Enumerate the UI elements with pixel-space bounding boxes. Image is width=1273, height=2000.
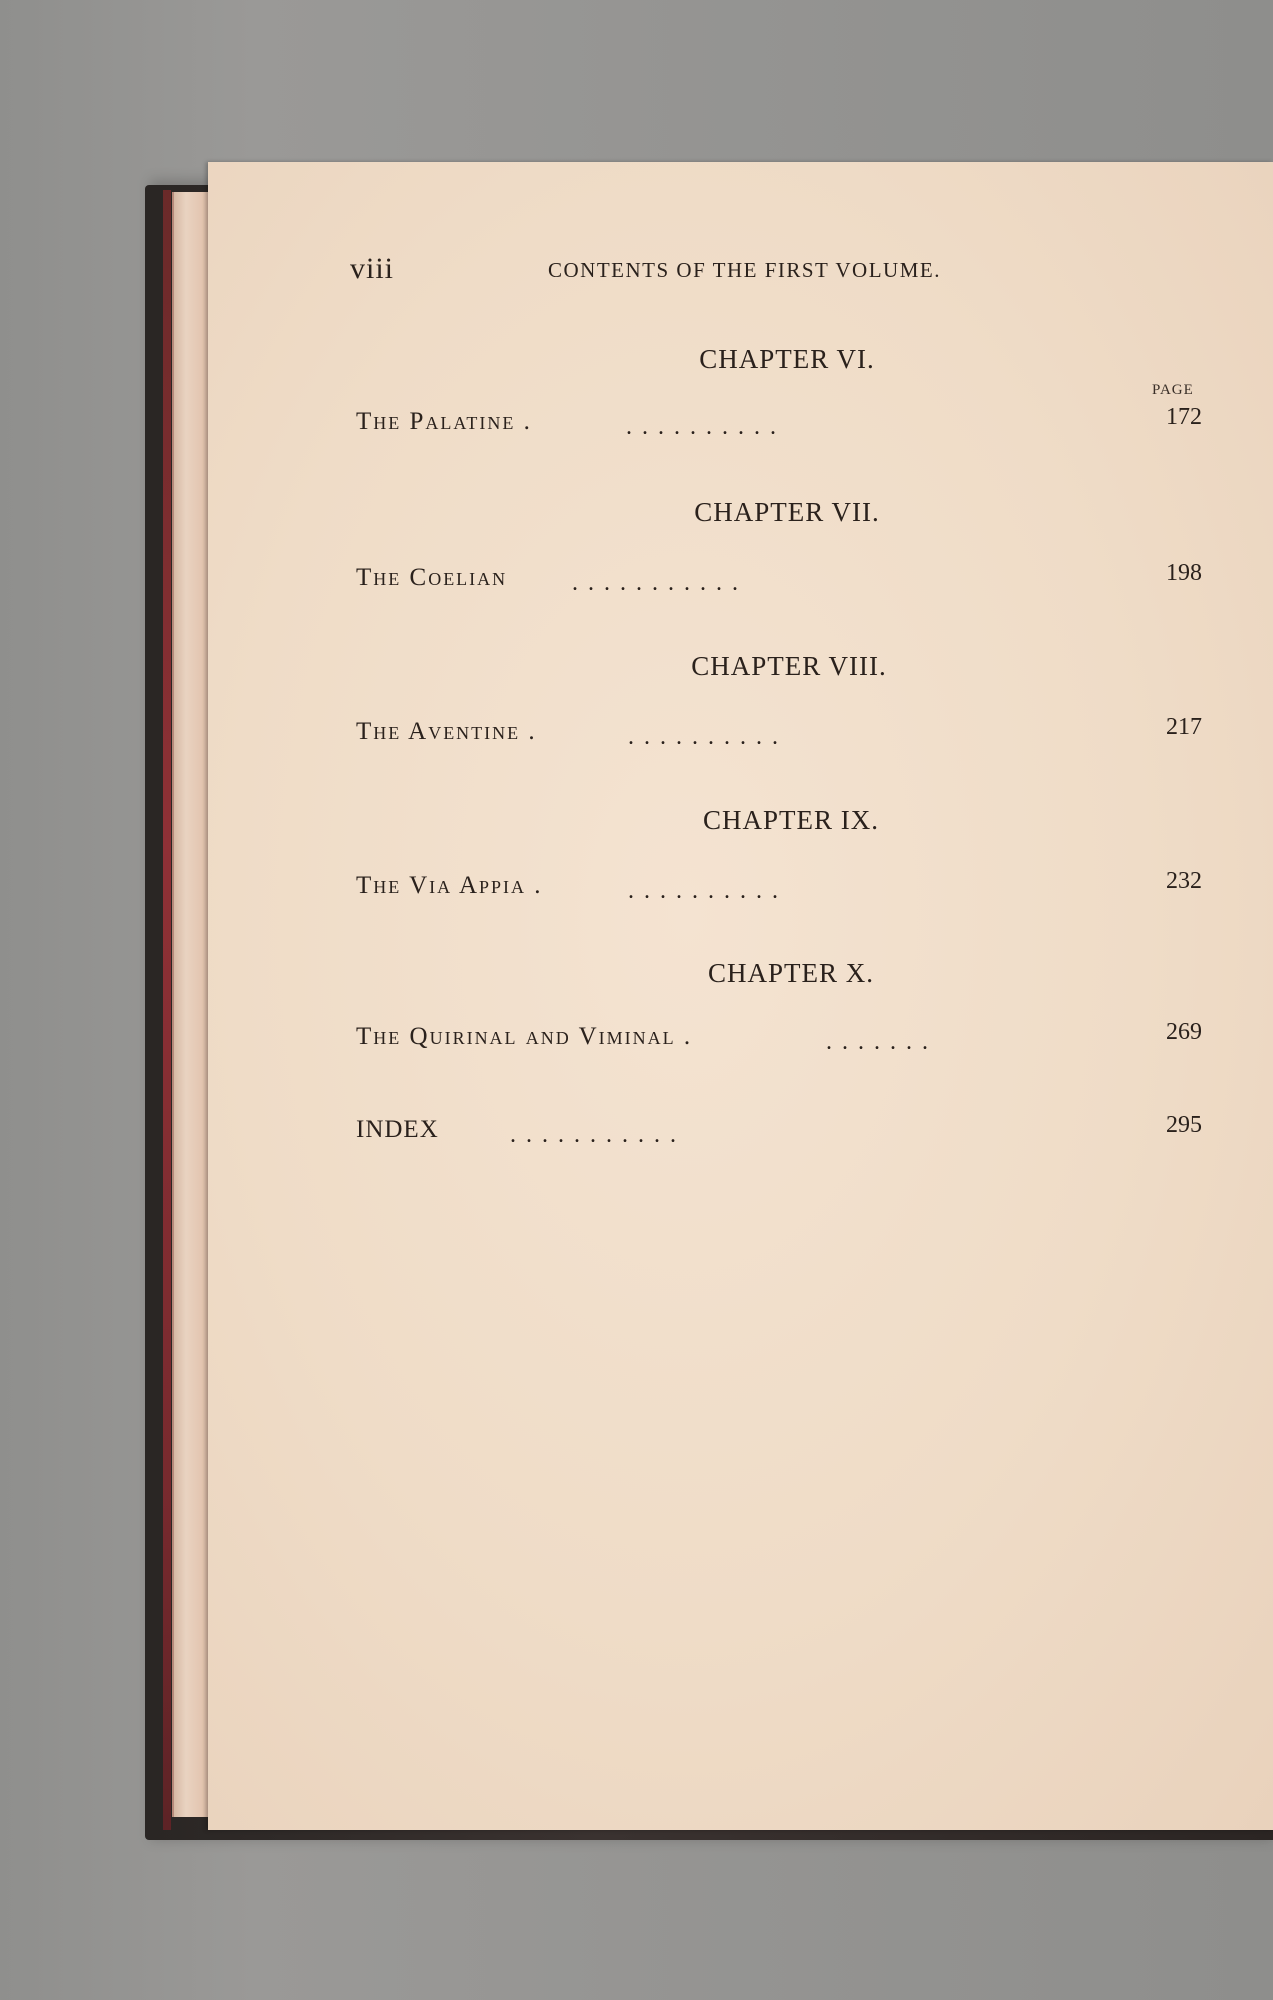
chapter-heading: CHAPTER VI.	[699, 344, 875, 374]
toc-entry-page: 172	[1166, 404, 1202, 430]
chapter-heading: CHAPTER X.	[707, 958, 874, 988]
toc-entry[interactable]	[356, 560, 1202, 604]
chapter-heading: CHAPTER VII.	[694, 497, 880, 527]
leader-dots: . . . . . . . . . . .	[510, 1122, 678, 1148]
chapter-heading: CHAPTER VIII.	[691, 651, 887, 681]
toc-entry-title: The Via Appia .	[356, 872, 543, 899]
toc-entry-page: 198	[1166, 560, 1202, 586]
toc-entry-page: 269	[1166, 1019, 1202, 1045]
index-page: 295	[1166, 1112, 1202, 1138]
toc-entry[interactable]	[356, 1019, 1202, 1063]
cover-edge-trim	[163, 190, 171, 1830]
toc-entry-title: The Palatine .	[356, 408, 532, 435]
running-head	[350, 252, 1070, 288]
toc-entry[interactable]	[356, 714, 1202, 758]
toc-index-entry[interactable]	[356, 1112, 1202, 1156]
leader-dots: . . . . . . . . . .	[626, 414, 778, 440]
toc-entry-title: The Quirinal and Viminal .	[356, 1023, 693, 1050]
page-number: viii	[350, 252, 395, 285]
leader-dots: . . . . . . .	[826, 1029, 930, 1055]
chapter-heading: CHAPTER IX.	[702, 805, 879, 835]
toc-entry-page: 217	[1166, 714, 1202, 740]
toc-entry-title: The Coelian	[356, 564, 508, 591]
leader-dots: . . . . . . . . . .	[628, 878, 780, 904]
page-column-label: PAGE	[1152, 382, 1194, 398]
toc-entry[interactable]	[356, 404, 1202, 448]
leader-dots: . . . . . . . . . . .	[572, 570, 740, 596]
index-title: INDEX	[356, 1116, 439, 1143]
toc-entry-title: The Aventine .	[356, 718, 537, 745]
toc-entry[interactable]	[356, 868, 1202, 912]
toc-entry-page: 232	[1166, 868, 1202, 894]
running-title: CONTENTS OF THE FIRST VOLUME.	[548, 258, 941, 282]
leader-dots: . . . . . . . . . .	[628, 724, 780, 750]
